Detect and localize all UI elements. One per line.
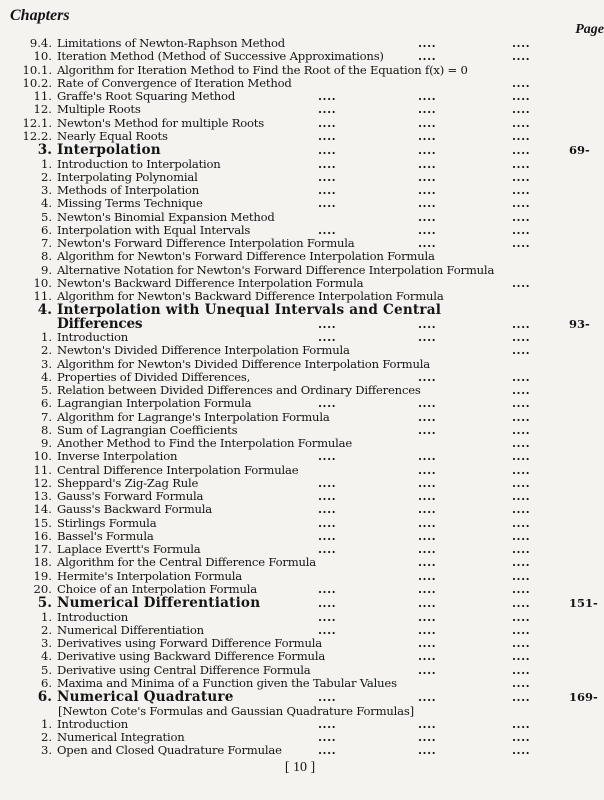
leader-dots: ....	[418, 649, 437, 664]
leader-dots: ....	[512, 462, 531, 477]
section-title: Numerical Quadrature	[57, 689, 234, 705]
leader-dots: ....	[512, 128, 531, 143]
leader-dots: ....	[418, 528, 437, 543]
section-number: 1.	[40, 330, 52, 344]
section-number: 10.1.	[22, 62, 52, 77]
leader-dots: ....	[318, 622, 337, 637]
toc-row	[0, 543, 600, 556]
section-title: Another Method to Find the Interpolation Formulae	[57, 436, 353, 450]
section-number: 10.	[33, 275, 52, 290]
section-title: Multiple Roots	[57, 102, 141, 117]
section-number: 12.	[33, 475, 52, 490]
section-title: Sum of Lagrangian Coefficients	[57, 422, 238, 437]
leader-dots: ....	[418, 462, 437, 477]
toc-row	[0, 718, 600, 731]
leader-dots: ....	[418, 128, 437, 143]
toc-row	[0, 171, 600, 184]
leader-dots: ....	[512, 515, 531, 530]
leader-dots: ....	[512, 75, 531, 90]
leader-dots: ....	[512, 730, 531, 744]
toc-row	[0, 705, 600, 718]
section-number: 2.	[40, 169, 52, 184]
toc-row	[0, 315, 600, 332]
leader-dots: ....	[318, 690, 337, 704]
section-number: 3.	[37, 142, 52, 158]
leader-dots: ....	[512, 209, 531, 224]
section-number: 4.	[40, 369, 52, 384]
section-title: Interpolation	[57, 142, 161, 158]
leader-dots: ....	[418, 690, 437, 704]
section-title: Methods of Interpolation	[57, 183, 199, 197]
leader-dots: ....	[512, 675, 531, 690]
leader-dots: ....	[512, 528, 531, 543]
leader-dots: ....	[318, 196, 337, 211]
section-number: 19.	[33, 568, 52, 583]
toc-row	[0, 117, 600, 130]
section-title: Graffe's Root Squaring Method	[57, 89, 236, 103]
toc-row	[0, 371, 600, 384]
toc-row	[0, 450, 600, 463]
leader-dots: ....	[318, 183, 337, 197]
leader-dots: ....	[418, 89, 437, 103]
section-number: 10.	[33, 49, 52, 64]
section-title: Introduction	[57, 609, 129, 624]
section-number: 13.	[33, 489, 52, 503]
section-title: Iteration Method (Method of Successive Approximations)	[57, 49, 384, 64]
section-title: Algorithm for Newton's Divided Difference Interpolation Formula	[57, 356, 430, 371]
toc-row	[0, 50, 600, 63]
toc-row	[0, 130, 600, 143]
leader-dots: ....	[418, 502, 437, 517]
section-number: 2.	[40, 343, 52, 358]
section-title: Introduction	[57, 716, 129, 731]
toc-row	[0, 90, 600, 103]
leader-dots: ....	[418, 730, 437, 744]
section-title: Numerical Integration	[57, 730, 185, 744]
toc-row	[0, 358, 600, 371]
leader-dots: ....	[418, 609, 437, 624]
toc-row	[0, 731, 600, 744]
toc-row	[0, 556, 600, 569]
leader-dots: ....	[512, 143, 531, 157]
section-number: 11.	[33, 289, 52, 303]
section-number: 11.	[33, 462, 52, 477]
section-title: Introduction	[57, 330, 129, 344]
section-number: 8.	[40, 422, 52, 437]
section-title: Lagrangian Interpolation Formula	[57, 396, 252, 411]
section-title: Derivative using Backward Difference Formula	[57, 649, 326, 664]
section-title: Algorithm for Lagrange's Interpolation Formula	[57, 409, 330, 424]
leader-dots: ....	[418, 596, 437, 610]
toc-row	[0, 437, 600, 450]
page-column-heading: Page	[575, 22, 604, 37]
section-title: Derivatives using Forward Difference Formula	[57, 636, 322, 650]
leader-dots: ....	[512, 330, 531, 344]
leader-dots: ....	[318, 581, 337, 596]
leader-dots: ....	[318, 515, 337, 530]
leader-dots: ....	[512, 316, 531, 331]
leader-dots: ....	[512, 662, 531, 677]
toc-row	[0, 611, 600, 624]
leader-dots: ....	[418, 475, 437, 490]
section-title: Alternative Notation for Newton's Forward Difference Interpolation Formula	[57, 262, 495, 277]
section-title: Choice of an Interpolation Formula	[57, 581, 257, 596]
leader-dots: ....	[418, 449, 437, 464]
leader-dots: ....	[418, 209, 437, 224]
leader-dots: ....	[418, 102, 437, 117]
leader-dots: ....	[418, 422, 437, 437]
toc-row	[0, 37, 600, 50]
section-title: Bassel's Formula	[57, 528, 154, 543]
leader-dots: ....	[512, 422, 531, 437]
page-range: 169-	[569, 690, 598, 704]
toc-row	[0, 530, 600, 543]
leader-dots: ....	[512, 716, 531, 731]
section-title: Limitations of Newton-Raphson Method	[57, 36, 285, 50]
leader-dots: ....	[418, 156, 437, 171]
section-title: Interpolation with Unequal Intervals and Central	[57, 302, 442, 319]
leader-dots: ....	[418, 369, 437, 384]
toc-row	[0, 570, 600, 583]
leader-dots: ....	[318, 542, 337, 556]
leader-dots: ....	[512, 222, 531, 237]
leader-dots: ....	[512, 183, 531, 197]
section-number: 7.	[40, 236, 52, 250]
leader-dots: ....	[418, 542, 437, 556]
leader-dots: ....	[318, 316, 337, 331]
leader-dots: ....	[512, 409, 531, 424]
leader-dots: ....	[418, 743, 437, 758]
leader-dots: ....	[418, 515, 437, 530]
section-title: Differences	[57, 315, 143, 332]
toc-row	[0, 224, 600, 237]
section-number: 14.	[33, 502, 52, 517]
leader-dots: ....	[318, 475, 337, 490]
section-title: Rate of Convergence of Iteration Method	[57, 75, 292, 90]
section-number: 7.	[40, 409, 52, 424]
leader-dots: ....	[318, 528, 337, 543]
toc-row	[0, 103, 600, 116]
section-title: Newton's Method for multiple Roots	[57, 115, 265, 130]
section-number: 3.	[40, 183, 52, 197]
section-title: Newton's Binomial Expansion Method	[57, 209, 275, 224]
section-number: 1.	[40, 156, 52, 171]
toc-row	[0, 197, 600, 210]
section-title: Interpolation with Equal Intervals	[57, 222, 251, 237]
leader-dots: ....	[512, 36, 531, 50]
section-number: 5.	[37, 595, 52, 611]
section-title: Algorithm for Newton's Forward Difference Interpolation Formula	[57, 249, 435, 264]
section-number: 9.	[40, 436, 52, 450]
section-title: [Newton Cote's Formulas and Gaussian Quadrature Formulas]	[58, 703, 414, 718]
section-title: Numerical Differentiation	[57, 622, 204, 637]
leader-dots: ....	[512, 236, 531, 250]
leader-dots: ....	[512, 609, 531, 624]
leader-dots: ....	[512, 581, 531, 596]
toc-row	[0, 158, 600, 171]
toc-row	[0, 677, 600, 690]
section-number: 4.	[40, 196, 52, 211]
section-number: 1.	[40, 609, 52, 624]
toc-row	[0, 664, 600, 677]
section-number: 6.	[40, 396, 52, 411]
section-number: 8.	[40, 249, 52, 264]
toc-row	[0, 237, 600, 250]
toc-row	[0, 344, 600, 357]
section-title: Sheppard's Zig-Zag Rule	[57, 475, 199, 490]
leader-dots: ....	[418, 568, 437, 583]
leader-dots: ....	[512, 568, 531, 583]
section-number: 5.	[40, 383, 52, 397]
leader-dots: ....	[512, 156, 531, 171]
section-title: Interpolating Polynomial	[57, 169, 198, 184]
toc-row	[0, 264, 600, 277]
leader-dots: ....	[418, 581, 437, 596]
section-title: Newton's Divided Difference Interpolation Formula	[57, 343, 350, 358]
section-number: 3.	[40, 356, 52, 371]
toc-row	[0, 211, 600, 224]
toc-row	[0, 64, 600, 77]
section-title: Central Difference Interpolation Formulae	[57, 462, 299, 477]
leader-dots: ....	[512, 275, 531, 290]
toc-row	[0, 477, 600, 490]
leader-dots: ....	[318, 596, 337, 610]
leader-dots: ....	[418, 169, 437, 184]
leader-dots: ....	[512, 475, 531, 490]
leader-dots: ....	[512, 383, 531, 397]
leader-dots: ....	[318, 330, 337, 344]
leader-dots: ....	[318, 609, 337, 624]
leader-dots: ....	[512, 743, 531, 758]
leader-dots: ....	[418, 716, 437, 731]
leader-dots: ....	[418, 36, 437, 50]
leader-dots: ....	[418, 330, 437, 344]
toc-row	[0, 490, 600, 503]
toc-row	[0, 250, 600, 263]
section-number: 12.1.	[22, 115, 52, 130]
section-title: Algorithm for Iteration Method to Find the Root of the Equation f(x) = 0	[57, 62, 468, 77]
leader-dots: ....	[318, 115, 337, 130]
leader-dots: ....	[512, 196, 531, 211]
section-number: 5.	[40, 662, 52, 677]
leader-dots: ....	[512, 115, 531, 130]
section-number: 4.	[37, 302, 52, 319]
leader-dots: ....	[418, 143, 437, 157]
toc-row	[0, 744, 600, 757]
toc-row	[0, 411, 600, 424]
leader-dots: ....	[318, 730, 337, 744]
toc-row	[0, 503, 600, 516]
leader-dots: ....	[318, 489, 337, 503]
section-number: 3.	[40, 636, 52, 650]
toc-row	[0, 424, 600, 437]
section-title: Numerical Differentiation	[57, 595, 261, 611]
section-title: Properties of Divided Differences,	[57, 369, 251, 384]
leader-dots: ....	[512, 622, 531, 637]
leader-dots: ....	[418, 555, 437, 570]
section-number: 16.	[33, 528, 52, 543]
toc-row	[0, 384, 600, 397]
leader-dots: ....	[418, 316, 437, 331]
section-number: 6.	[40, 675, 52, 690]
section-number: 9.4.	[29, 36, 52, 50]
section-title: Maxima and Minima of a Function given the Tabular Values	[57, 675, 397, 690]
section-number: 2.	[40, 730, 52, 744]
leader-dots: ....	[512, 555, 531, 570]
toc-row	[0, 184, 600, 197]
leader-dots: ....	[318, 396, 337, 411]
leader-dots: ....	[318, 102, 337, 117]
leader-dots: ....	[418, 636, 437, 650]
section-title: Stirlings Formula	[57, 515, 157, 530]
leader-dots: ....	[512, 436, 531, 450]
section-title: Gauss's Forward Formula	[57, 489, 204, 503]
page-range: 93-	[569, 316, 590, 331]
leader-dots: ....	[318, 89, 337, 103]
leader-dots: ....	[512, 502, 531, 517]
leader-dots: ....	[418, 662, 437, 677]
toc-row	[0, 624, 600, 637]
leader-dots: ....	[318, 743, 337, 758]
toc-row	[0, 397, 600, 410]
section-number: 12.	[33, 102, 52, 117]
leader-dots: ....	[418, 222, 437, 237]
leader-dots: ....	[512, 169, 531, 184]
leader-dots: ....	[418, 196, 437, 211]
section-number: 11.	[33, 89, 52, 103]
leader-dots: ....	[512, 102, 531, 117]
section-number: 9.	[40, 262, 52, 277]
section-title: Missing Terms Technique	[57, 196, 203, 211]
leader-dots: ....	[418, 183, 437, 197]
section-number: 5.	[40, 209, 52, 224]
section-number: 6.	[40, 222, 52, 237]
toc-row	[0, 331, 600, 344]
leader-dots: ....	[512, 542, 531, 556]
section-number: 20.	[33, 581, 52, 596]
section-title: Gauss's Backward Formula	[57, 502, 213, 517]
section-number: 6.	[37, 689, 52, 705]
section-title: Algorithm for the Central Difference Formula	[57, 555, 316, 570]
toc-row	[0, 650, 600, 663]
section-title: Hermite's Interpolation Formula	[57, 568, 243, 583]
page-range: 69-	[569, 143, 590, 157]
section-number: 4.	[40, 649, 52, 664]
section-title: Newton's Backward Difference Interpolation Formula	[57, 275, 364, 290]
toc-row	[0, 290, 600, 303]
table-of-contents	[0, 37, 600, 758]
section-number: 17.	[33, 542, 52, 556]
toc-row	[0, 517, 600, 530]
leader-dots: ....	[418, 115, 437, 130]
section-title: Relation between Divided Differences and Ordinary Differences	[57, 383, 421, 397]
toc-row	[0, 277, 600, 290]
leader-dots: ....	[318, 143, 337, 157]
toc-row	[0, 77, 600, 90]
section-number: 2.	[40, 622, 52, 637]
leader-dots: ....	[318, 169, 337, 184]
leader-dots: ....	[512, 596, 531, 610]
chapter-row	[0, 143, 600, 158]
section-number: 3.	[40, 743, 52, 758]
chapter-row	[0, 596, 600, 611]
section-title: Nearly Equal Roots	[57, 128, 168, 143]
section-title: Inverse Interpolation	[57, 449, 178, 464]
page-number-footer: [ 10 ]	[284, 760, 316, 775]
section-title: Open and Closed Quadrature Formulae	[57, 743, 282, 758]
leader-dots: ....	[512, 369, 531, 384]
section-number: 15.	[33, 515, 52, 530]
leader-dots: ....	[512, 489, 531, 503]
section-title: Introduction to Interpolation	[57, 156, 221, 171]
leader-dots: ....	[512, 649, 531, 664]
leader-dots: ....	[512, 396, 531, 411]
toc-row	[0, 583, 600, 596]
leader-dots: ....	[512, 690, 531, 704]
chapter-row	[0, 690, 600, 705]
section-number: 10.2.	[22, 75, 52, 90]
section-number: 1.	[40, 716, 52, 731]
chapters-heading: Chapters	[10, 7, 70, 24]
toc-row	[0, 464, 600, 477]
leader-dots: ....	[512, 89, 531, 103]
section-title: Derivative using Central Difference Formula	[57, 662, 311, 677]
section-number: 18.	[33, 555, 52, 570]
section-number: 10.	[33, 449, 52, 464]
leader-dots: ....	[512, 449, 531, 464]
leader-dots: ....	[418, 409, 437, 424]
leader-dots: ....	[318, 716, 337, 731]
section-title: Laplace Evertt's Formula	[57, 542, 201, 556]
section-number: 12.2.	[22, 128, 52, 143]
leader-dots: ....	[318, 502, 337, 517]
leader-dots: ....	[318, 156, 337, 171]
leader-dots: ....	[318, 222, 337, 237]
leader-dots: ....	[318, 128, 337, 143]
page-range: 151-	[569, 596, 598, 610]
leader-dots: ....	[418, 396, 437, 411]
leader-dots: ....	[418, 49, 437, 64]
leader-dots: ....	[418, 622, 437, 637]
leader-dots: ....	[418, 236, 437, 250]
section-title: Algorithm for Newton's Backward Difference Interpolation Formula	[57, 289, 444, 303]
leader-dots: ....	[512, 49, 531, 64]
section-title: Newton's Forward Difference Interpolation Formula	[57, 236, 355, 250]
leader-dots: ....	[318, 449, 337, 464]
leader-dots: ....	[512, 343, 531, 358]
leader-dots: ....	[512, 636, 531, 650]
leader-dots: ....	[418, 489, 437, 503]
toc-row	[0, 637, 600, 650]
